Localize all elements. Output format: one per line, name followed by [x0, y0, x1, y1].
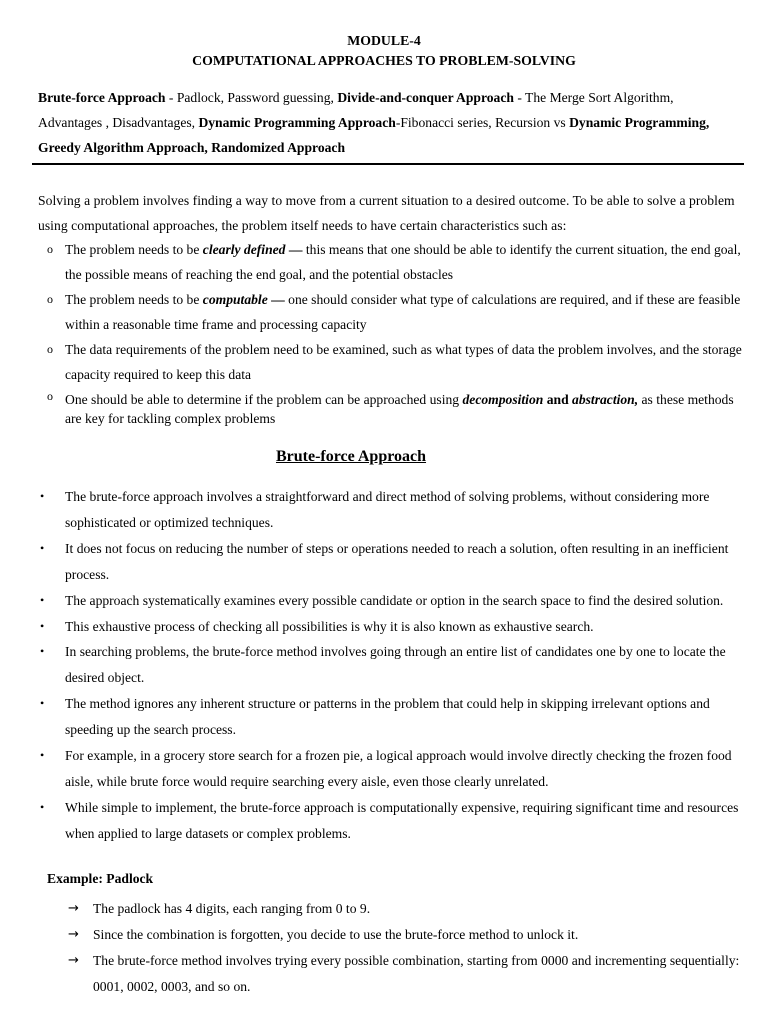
bullet-icon: •: [40, 592, 45, 607]
brute-force-list: [38, 484, 744, 847]
emphasis-decomposition: decomposition: [462, 392, 544, 407]
topic-dynamic-programming: Dynamic Programming Approach: [198, 115, 396, 130]
topic-divide-conquer: Divide-and-conquer Approach: [337, 90, 514, 105]
characteristics-list: [38, 237, 744, 428]
module-title: COMPUTATIONAL APPROACHES TO PROBLEM-SOLVING: [192, 53, 576, 68]
bullet-icon: •: [40, 696, 45, 711]
bullet-icon: •: [40, 618, 45, 633]
list-item: → The padlock has 4 digits, each ranging from 0 to 9.: [68, 896, 744, 922]
list-item: o The problem needs to be computable — one should consider what type of calculations are required, and if these are feasible within a reasonable time frame and processing capacity: [38, 287, 744, 337]
intro-paragraph: Solving a problem involves finding a way to move from a current situation to a desired outcome. To be able to solve a problem using computational approaches, the problem itself needs to have certain characteristics such as:: [38, 193, 735, 233]
list-item: → The brute-force method involves trying every possible combination, starting from 0000 and incrementing sequentially: 0001, 0002, 0003, and so on.: [68, 948, 744, 1000]
emphasis-abstraction: abstraction,: [572, 392, 639, 407]
bullet-icon: •: [40, 799, 45, 814]
emphasis-clearly-defined: clearly defined: [202, 242, 286, 257]
list-item: • The brute-force approach involves a straightforward and direct method of solving problems, without considering more sophisticated or optimized techniques.: [38, 484, 744, 536]
arrow-right-icon: →: [68, 927, 79, 942]
circle-bullet-icon: o: [47, 242, 53, 256]
emphasis-computable: computable: [202, 292, 268, 307]
circle-bullet-icon: o: [47, 342, 53, 356]
list-item: → Since the combination is forgotten, you decide to use the brute-force method to unlock it.: [68, 922, 744, 948]
topic-dynamic-programming-desc: -Fibonacci series, Recursion vs: [395, 115, 570, 130]
example-steps: [68, 896, 744, 1000]
arrow-right-icon: →: [68, 901, 79, 916]
section-heading: Brute-force Approach: [275, 448, 427, 465]
list-item: o The problem needs to be clearly defined — this means that one should be able to identify the current situation, the end goal, the possible means of reaching the end goal, and the potential obstacles: [38, 237, 744, 287]
bullet-icon: •: [40, 540, 45, 555]
list-item: • It does not focus on reducing the number of steps or operations needed to reach a solution, often resulting in an inefficient process.: [38, 536, 744, 588]
example-title: Example: Padlock: [47, 871, 154, 886]
list-item: • The approach systematically examines every possible candidate or option in the search space to find the desired solution.: [38, 588, 744, 614]
module-number: MODULE-4: [347, 33, 421, 48]
bullet-icon: •: [40, 644, 45, 659]
topic-divide-conquer-desc: - The Merge Sort Algorithm, Advantages , Disadvantages,: [38, 90, 674, 130]
list-item: • In searching problems, the brute-force method involves going through an entire list of candidates one by one to locate the desired object.: [38, 639, 744, 691]
topic-brute-force: Brute-force Approach: [38, 90, 166, 105]
list-item: o One should be able to determine if the problem can be approached using decomposition and abstraction, as these methods are key for tackling complex problems: [47, 389, 734, 426]
circle-bullet-icon: o: [47, 292, 53, 306]
topic-brute-force-desc: - Padlock, Password guessing,: [165, 90, 338, 105]
header-divider: [32, 163, 744, 165]
bullet-icon: •: [40, 748, 45, 763]
list-item: • This exhaustive process of checking all possibilities is why it is also known as exhaustive search.: [38, 614, 744, 640]
bullet-icon: •: [40, 489, 45, 503]
arrow-right-icon: →: [68, 953, 79, 968]
list-item: • For example, in a grocery store search for a frozen pie, a logical approach would involve directly checking the frozen food aisle, while brute force would require searching every aisle, even those clearly unrelated.: [38, 743, 744, 795]
circle-bullet-icon: o: [47, 389, 53, 403]
topic-remaining: Dynamic Programming, Greedy Algorithm Approach, Randomized Approach: [38, 115, 710, 155]
syllabus-topics: [38, 85, 738, 160]
list-item: • While simple to implement, the brute-force approach is computationally expensive, requiring significant time and resources when applied to large datasets or complex problems.: [38, 795, 744, 847]
list-item: o The data requirements of the problem need to be examined, such as what types of data the problem involves, and the storage capacity required to keep this data: [38, 337, 744, 387]
list-item: • The method ignores any inherent structure or patterns in the problem that could help in skipping irrelevant options and speeding up the search process.: [38, 691, 744, 743]
